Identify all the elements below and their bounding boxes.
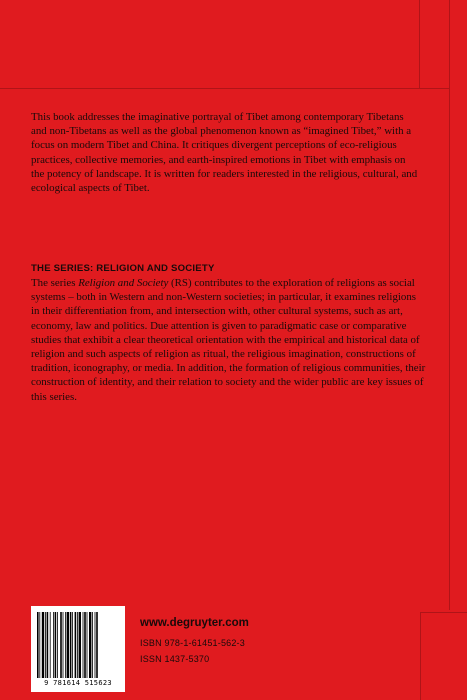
barcode-bar <box>96 612 98 678</box>
frame-line <box>419 0 420 88</box>
barcode-bar <box>65 612 66 678</box>
series-text-body: (RS) contributes to the exploration of religions as social systems – both in Western and non-Western societies; in particular, it examines religions in their differentiation from, and intersection with, other cultural systems, such as art, economy, law and politics. Due attention is given to paradigmatic case or comparative studies that exhibit a clear theoretical orientation with the empirical and historical data of religion and such aspects of religion as ritual, the religious imagination, constructions of tradition, iconography, or media. In addition, the formation of religious communities, their construction of identity, and their relation to society and the wider public are key issues of this series. <box>31 277 426 403</box>
barcode-bar <box>89 612 91 678</box>
book-blurb: This book addresses the imaginative portrayal of Tibet among contemporary Tibetans and non-Tibetans as well as the global phenomenon known as “imagined Tibet,” with a focus on modern Tibet and China. It critiques divergent perceptions of eco-religious practices, collective memories, and earth-inspired emotions in Tibet with emphasis on the potency of landscape. It is written for readers interested in the religious, cultural, and ecological aspects of Tibet. <box>31 111 418 195</box>
barcode-bar <box>75 612 77 678</box>
barcode-bar <box>95 612 96 678</box>
barcode-bar <box>45 612 46 678</box>
barcode-bar <box>67 612 69 678</box>
barcode-bar <box>55 612 57 678</box>
barcode-bar <box>37 612 39 678</box>
series-heading: THE SERIES: RELIGION AND SOCIETY <box>31 263 215 274</box>
publisher-website[interactable]: www.degruyter.com <box>140 617 249 629</box>
barcode-bar <box>77 612 78 678</box>
series-text-lead: The series <box>31 277 79 289</box>
barcode-bar <box>57 612 58 678</box>
barcode-bar <box>50 612 51 678</box>
barcode <box>31 606 125 692</box>
barcode-bar <box>42 612 44 678</box>
frame-line <box>420 612 421 700</box>
barcode-bar <box>84 612 86 678</box>
series-description <box>31 276 426 404</box>
isbn-number: ISBN 978-1-61451-562-3 <box>140 638 245 648</box>
barcode-bar <box>79 612 81 678</box>
frame-line <box>0 88 450 89</box>
barcode-bar <box>92 612 93 678</box>
barcode-bar <box>87 612 88 678</box>
barcode-bar <box>53 612 54 678</box>
barcode-bar <box>47 612 49 678</box>
barcode-bar <box>60 612 62 678</box>
barcode-bar <box>70 612 72 678</box>
frame-line <box>420 612 467 613</box>
barcode-bar <box>83 612 84 678</box>
barcode-bar <box>39 612 40 678</box>
series-title: Religion and Society <box>78 277 169 289</box>
frame-line <box>449 0 450 610</box>
barcode-bars <box>37 612 119 678</box>
issn-number: ISSN 1437-5370 <box>140 654 210 664</box>
barcode-digits: 9 781614 515623 <box>44 679 112 687</box>
barcode-bar <box>63 612 64 678</box>
barcode-bar <box>72 612 73 678</box>
